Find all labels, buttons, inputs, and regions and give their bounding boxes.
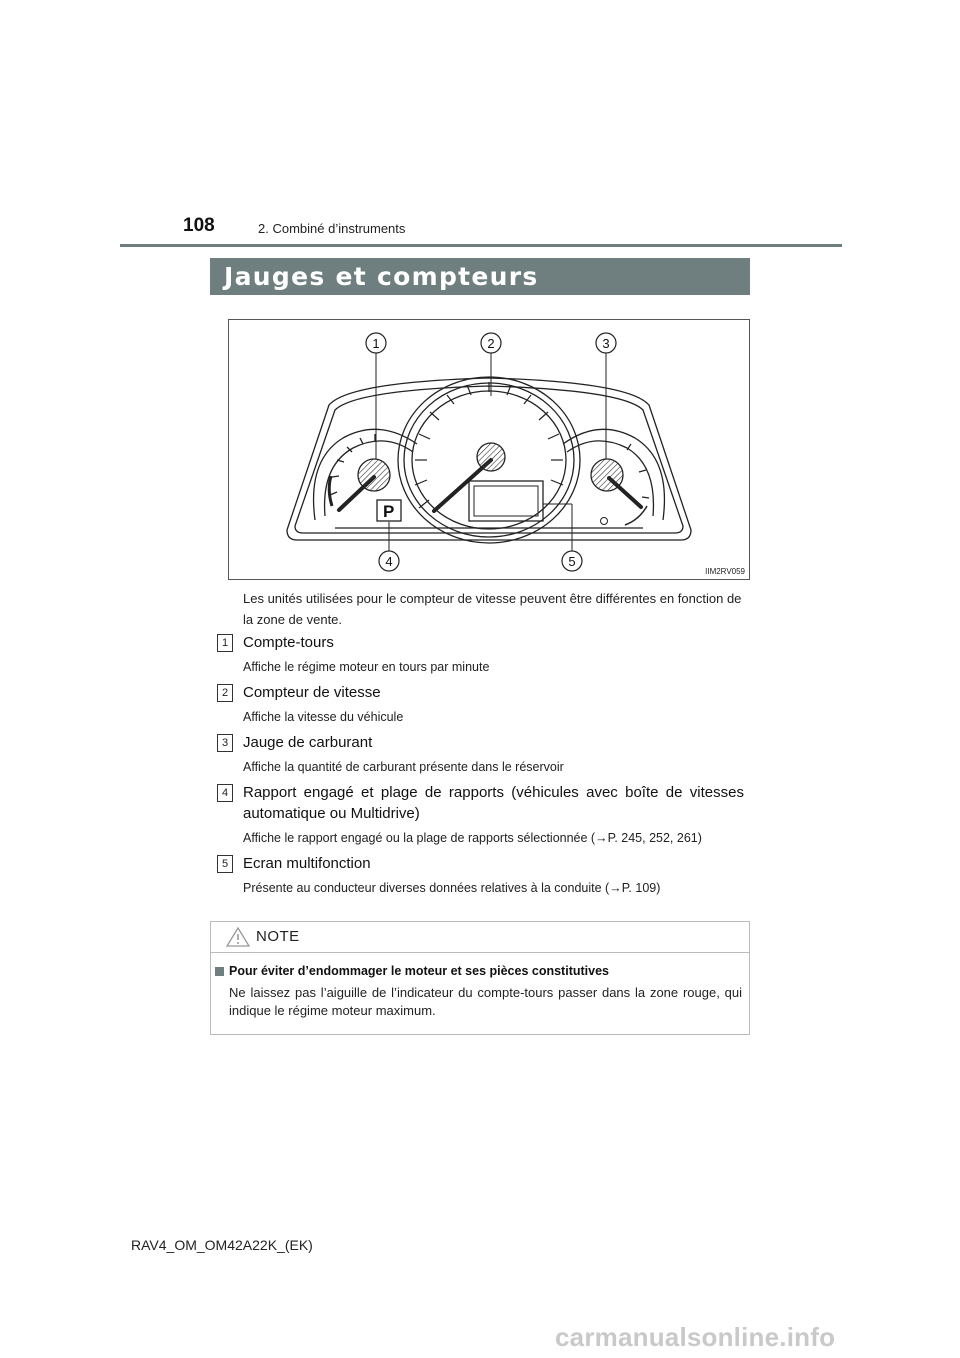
callout-2-label: 2 (487, 336, 495, 351)
notice-body: Ne laissez pas l’aiguille de l’indicateur du compte-tours passer dans la zone rouge, qui indique le régime moteur maximum. (229, 985, 742, 1018)
callout-1-label: 1 (372, 336, 380, 351)
item-number: 1 (217, 634, 233, 652)
item-title: Ecran multifonction (243, 855, 371, 872)
item-title: Compteur de vitesse (243, 684, 381, 701)
section-banner (210, 258, 750, 295)
bullet-square-icon (215, 967, 224, 976)
intro-text: Les unités utilisées pour le compteur de vitesse peuvent être différentes en fonction de la zone de vente. (243, 591, 742, 627)
item-number: 5 (217, 855, 233, 873)
item-number: 4 (217, 784, 233, 802)
notice-label: NOTE (256, 928, 300, 945)
item-number: 2 (217, 684, 233, 702)
item-number: 3 (217, 734, 233, 752)
item-description: Affiche la quantité de carburant présente dans le réservoir (243, 760, 564, 774)
callout-3-label: 3 (602, 336, 610, 351)
item-description: Affiche le régime moteur en tours par minute (243, 660, 490, 674)
chapter-title: 2. Combiné d’instruments (258, 221, 406, 236)
item-title: Jauge de carburant (243, 734, 373, 751)
gear-indicator-text: P (383, 502, 395, 521)
warning-icon (225, 926, 251, 948)
notice-box (210, 921, 750, 1035)
header-rule (120, 244, 842, 247)
footer-code: RAV4_OM_OM42A22K_(EK) (131, 1237, 313, 1253)
page-number: 108 (183, 215, 215, 236)
instrument-cluster-figure (228, 319, 750, 580)
item-description: Présente au conducteur diverses données relatives à la conduite (→P. 109) (243, 881, 661, 895)
item-title: Rapport engagé et plage de rapports (véhicules avec boîte de vitesses automatique ou Multidrive) (243, 784, 744, 822)
notice-heading: Pour éviter d’endommager le moteur et ses pièces constitutives (229, 964, 609, 978)
item-description: Affiche la vitesse du véhicule (243, 710, 404, 724)
item-description: Affiche le rapport engagé ou la plage de rapports sélectionnée (→P. 245, 252, 261) (243, 831, 702, 845)
callout-5-label: 5 (568, 554, 576, 569)
section-title: Jauges et compteurs (224, 262, 539, 291)
instrument-cluster-illustration (229, 320, 749, 579)
callout-4-label: 4 (385, 554, 393, 569)
item-title: Compte-tours (243, 634, 334, 651)
figure-code: IIM2RV059 (705, 567, 745, 576)
watermark: carmanualsonline.info (555, 1322, 836, 1352)
notice-header (211, 922, 749, 953)
